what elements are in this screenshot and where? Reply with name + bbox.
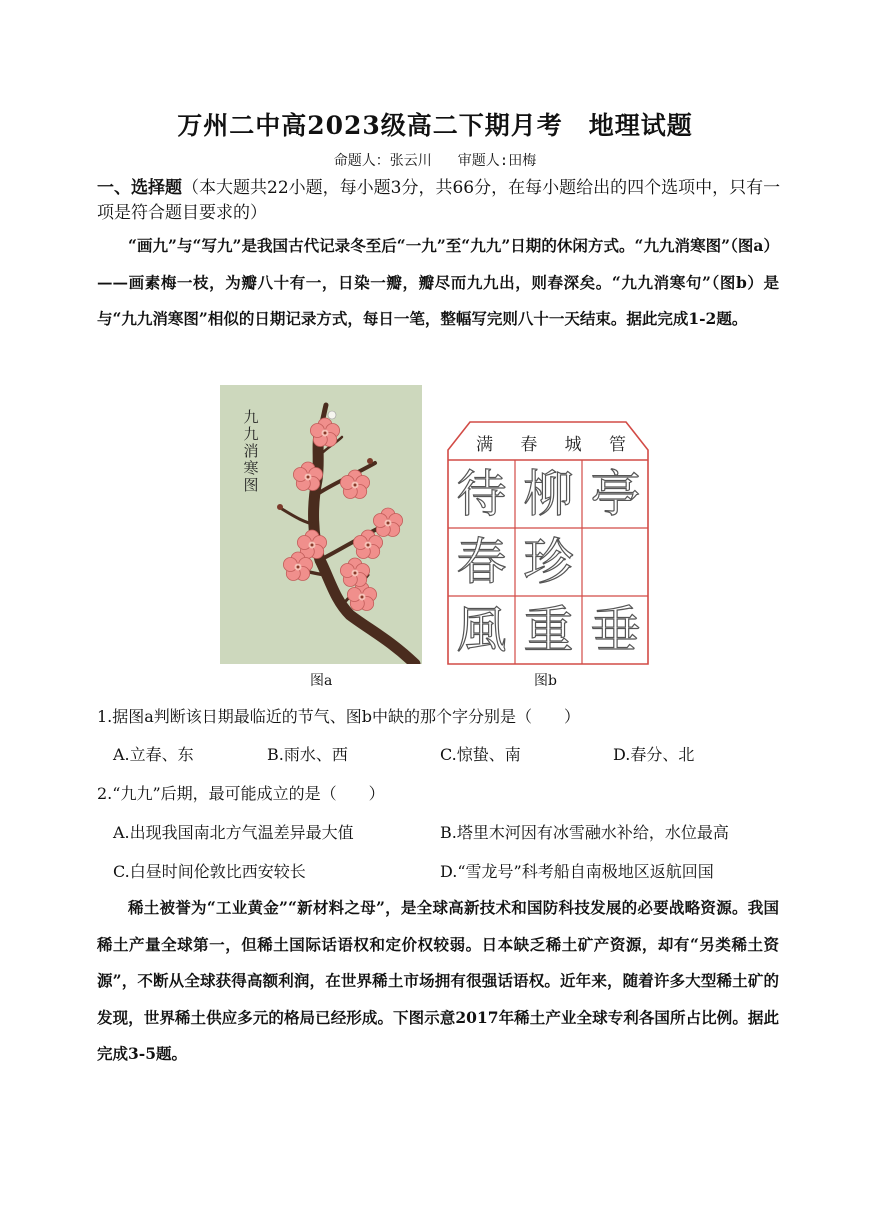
figure-a-plum-blossom: [220, 385, 422, 664]
q1-option-a[interactable]: A.立春、东: [113, 745, 194, 764]
passage-1: “画九”与“写九”是我国古代记录冬至后“一九”至“九九”日期的休闲方式。“九九消寒图”（图a）——画素梅一枝，为瓣八十有一，日染一瓣，瓣尽而九九出，则春深矣。“九九消寒句”（图b）是与“九九消寒图”相似的日期记录方式，每日一笔，整幅写完则八十一天结束。据此完成1-2题。: [97, 236, 780, 328]
grid-cell: 珍: [523, 533, 574, 591]
figure-b-character-grid: [446, 420, 650, 666]
question-1-stem: 1.据图a判断该日期最临近的节气、图b中缺的那个字分别是（ ）: [97, 707, 581, 726]
q1-option-d[interactable]: D.春分、北: [613, 745, 695, 764]
q2-option-c[interactable]: C.白昼时间伦敦比西安较长: [113, 862, 306, 881]
grid-cell: 垂: [590, 601, 641, 659]
figure-b-caption: 图b: [534, 673, 557, 689]
question-2-stem: 2.“九九”后期，最可能成立的是（ ）: [97, 784, 385, 803]
grid-cell: 風: [456, 601, 507, 659]
q2-option-a[interactable]: A.出现我国南北方气温差异最大值: [113, 823, 354, 842]
q1-option-b[interactable]: B.雨水、西: [267, 745, 348, 764]
figure-a-vertical-title: 九 九 消 寒 图: [243, 408, 259, 494]
figure-a-caption: 图a: [310, 673, 333, 689]
q2-option-b[interactable]: B.塔里木河因有冰雪融水补给，水位最高: [440, 823, 729, 842]
question-reviewer: 审题人:田梅: [457, 153, 537, 169]
question-setter: 命题人：张云川: [333, 153, 432, 169]
passage-2: 稀土被誉为“工业黄金”“新材料之母”，是全球高新技术和国防科技发展的必要战略资源。我国稀土产量全球第一，但稀土国际话语权和定价权较弱。日本缺乏稀土矿产资源，却有“另类稀土资源”，不断从全球获得高额利润，在世界稀土市场拥有很强话语权。近年来，随着许多大型稀土矿的发现，世界稀土供应多元的格局已经形成。下图示意2017年稀土产业全球专利各国所占比例。据此完成3-5题。: [97, 898, 779, 1063]
exam-title: 万州二中高2023级高二下期月考 地理试题: [177, 111, 693, 140]
q1-option-c[interactable]: C.惊蛰、南: [440, 745, 521, 764]
grid-cell: 待: [456, 465, 507, 523]
section-note: （本大题共22小题，每小题3分，共66分，在每小题给出的四个选项中，只有一项是符合题目要求的）: [97, 178, 781, 223]
author-line: [0, 150, 870, 170]
grid-cell: 重: [523, 601, 574, 659]
grid-cell: 亭: [590, 465, 641, 523]
section-heading: [97, 176, 787, 226]
grid-cell: 柳: [523, 465, 574, 523]
figure-b-grid: [448, 460, 649, 664]
section-title: 一、选择题: [97, 178, 182, 198]
figure-b-header-row: 满 春 城 管: [476, 435, 626, 455]
grid-cell-missing: [582, 528, 649, 596]
grid-cell: 春: [456, 533, 507, 591]
q2-option-d[interactable]: D.“雪龙号”科考船自南极地区返航回国: [440, 862, 714, 881]
